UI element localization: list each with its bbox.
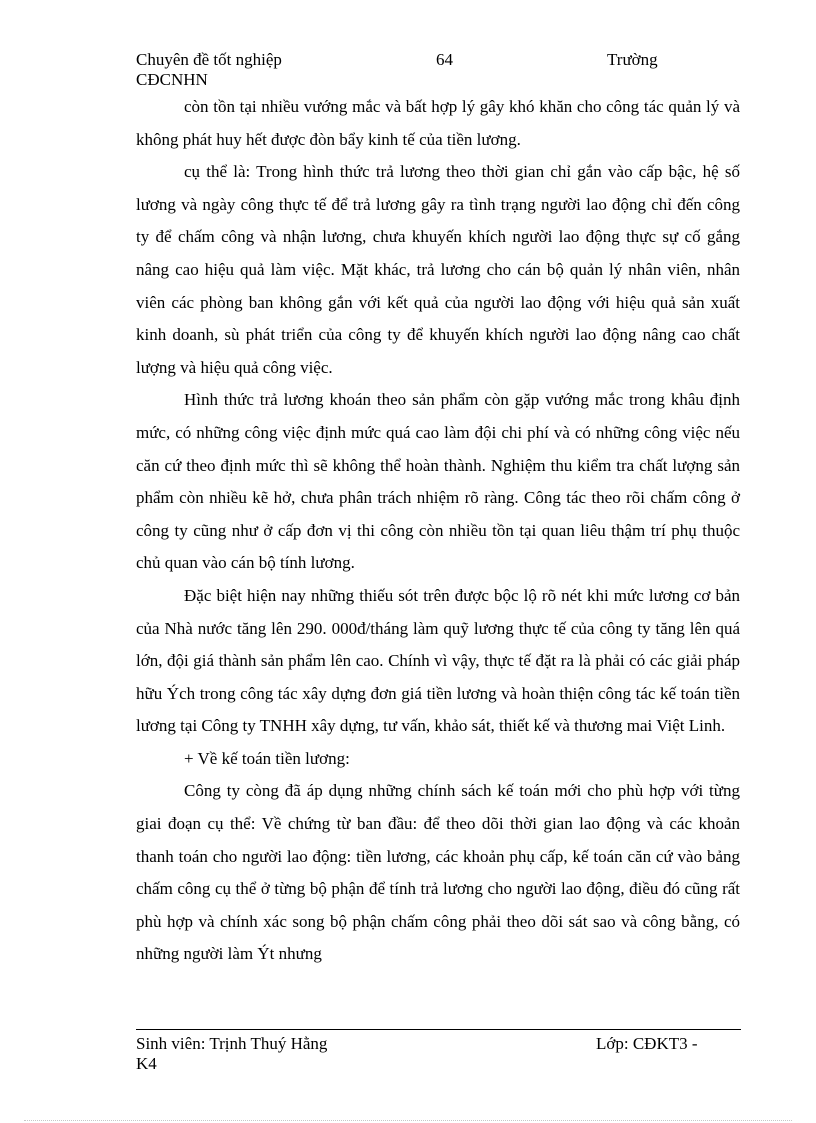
paragraph-2: cụ thể là: Trong hình thức trả lương theo thời gian chỉ gắn vào cấp bậc, hệ số lương và ngày công thực tế để trả lương gây ra tình trạng người lao động chỉ đến công ty để chấm công và nhận lương, chưa khuyến khích người lao động thực sự cố gắng nâng cao hiệu quả làm việc. Mặt khác, trả lương cho cán bộ quản lý nhân viên, nhân viên các phòng ban không gắn với kết quả của người lao động với hiệu quả sản xuất kinh doanh, sù phát triển của công ty để khuyến khích người lao động nâng cao chất lượng và hiệu quả công việc. bbox=[136, 162, 740, 377]
page-edge-divider bbox=[24, 1120, 792, 1121]
footer-student-name: Sinh viên: Trịnh Thuý Hằng bbox=[136, 1034, 328, 1053]
paragraph-1: còn tồn tại nhiều vướng mắc và bất hợp lý gây khó khăn cho công tác quản lý và không phát huy hết được đòn bẩy kinh tế của tiền lương. bbox=[136, 97, 740, 149]
body-text bbox=[136, 91, 740, 971]
paragraph-3: Hình thức trả lương khoán theo sản phẩm còn gặp vướng mắc trong khâu định mức, có những công việc định mức quá cao làm đội chi phí và có những công việc nếu căn cứ theo định mức thì sẽ không thể hoàn thành. Nghiệm thu kiểm tra chất lượng sản phẩm còn nhiều kẽ hở, chưa phân trách nhiệm rõ ràng. Công tác theo rõi chấm công ở công ty cũng như ở cấp đơn vị thi công còn nhiều tồn tại quan liêu thậm trí phụ thuộc chủ quan vào cán bộ tính lương. bbox=[136, 390, 740, 573]
paragraph-6: Công ty còng đã áp dụng những chính sách kế toán mới cho phù hợp với từng giai đoạn cụ thể: Về chứng từ ban đầu: để theo dõi thời gian lao động và các khoản thanh toán cho người lao động: tiền lương, các khoản phụ cấp, kế toán căn cứ vào bảng chấm công cụ thể ở từng bộ phận để tính trả lương cho người lao động, điều đó cũng rất phù hợp và chính xác song bộ phận chấm công phải theo dõi sát sao và công bằng, có những người làm Ýt nhưng bbox=[136, 781, 740, 964]
header-school-name: CĐCNHN bbox=[136, 70, 208, 89]
footer-class-suffix: K4 bbox=[136, 1054, 157, 1073]
paragraph-4: Đặc biệt hiện nay những thiếu sót trên được bộc lộ rõ nét khi mức lương cơ bản của Nhà nước tăng lên 290. 000đ/tháng làm quỹ lương thực tế của công ty tăng lên quá lớn, đội giá thành sản phẩm lên cao. Chính vì vậy, thực tế đặt ra là phải có các giải pháp hữu Ých trong công tác xây dựng đơn giá tiền lương và hoàn thiện công tác kế toán tiền lương tại Công ty TNHH xây dựng, tư vấn, khảo sát, thiết kế và thương mai Việt Linh. bbox=[136, 585, 740, 736]
header-thesis-title: Chuyên đề tốt nghiệp bbox=[136, 50, 282, 69]
header-page-number: 64 bbox=[436, 50, 453, 69]
paragraph-5: + Về kế toán tiền lương: bbox=[184, 748, 350, 768]
footer-class: Lớp: CĐKT3 - bbox=[596, 1034, 698, 1053]
header-school: Trường bbox=[607, 50, 658, 69]
footer-divider bbox=[136, 1029, 741, 1030]
